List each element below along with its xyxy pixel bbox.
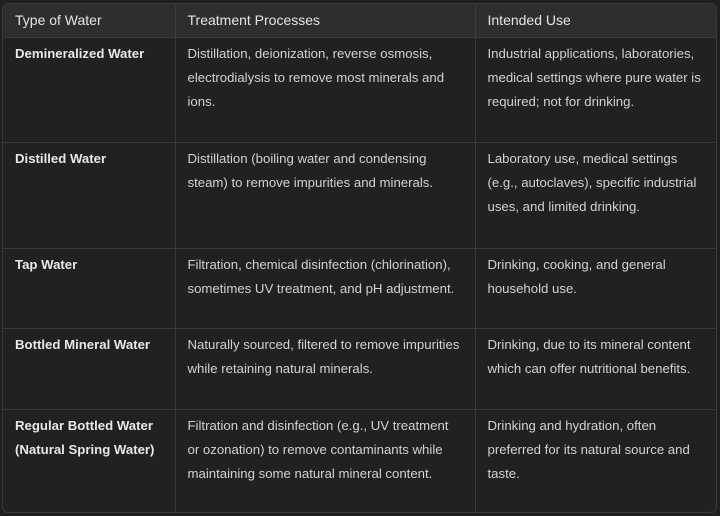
table-row <box>3 37 717 142</box>
water-types-table-container <box>2 3 717 513</box>
cell-treatment: Filtration, chemical disinfection (chlorination), sometimes UV treatment, and pH adjustment. <box>175 248 475 328</box>
cell-use: Drinking, cooking, and general household use. <box>475 248 717 328</box>
cell-type: Distilled Water <box>3 142 175 248</box>
cell-treatment: Naturally sourced, filtered to remove impurities while retaining natural minerals. <box>175 328 475 409</box>
header-row <box>3 4 717 37</box>
header-type-of-water: Type of Water <box>3 4 175 37</box>
table-body <box>3 37 717 513</box>
cell-treatment: Filtration and disinfection (e.g., UV treatment or ozonation) to remove contaminants while maintaining some natural mineral content. <box>175 409 475 513</box>
cell-use: Drinking, due to its mineral content which can offer nutritional benefits. <box>475 328 717 409</box>
cell-treatment: Distillation (boiling water and condensing steam) to remove impurities and minerals. <box>175 142 475 248</box>
table-row <box>3 328 717 409</box>
cell-use: Drinking and hydration, often preferred for its natural source and taste. <box>487 417 690 481</box>
cell-type: Tap Water <box>3 248 175 328</box>
header-intended-use: Intended Use <box>475 4 717 37</box>
cell-type: Regular Bottled Water (Natural Spring Water) <box>3 409 175 513</box>
cell-treatment: Distillation, deionization, reverse osmosis, electrodialysis to remove most minerals and ions. <box>175 37 475 142</box>
cell-use: Industrial applications, laboratories, medical settings where pure water is required; not for drinking. <box>475 37 717 142</box>
header-treatment-processes: Treatment Processes <box>175 4 475 37</box>
water-types-table <box>3 4 717 513</box>
cell-use: Laboratory use, medical settings (e.g., autoclaves), specific industrial uses, and limited drinking. <box>475 142 717 248</box>
table-header <box>3 4 717 37</box>
table-row <box>3 409 717 513</box>
table-row <box>3 248 717 328</box>
cell-type: Bottled Mineral Water <box>3 328 175 409</box>
table-row <box>3 142 717 248</box>
cell-type: Demineralized Water <box>3 37 175 142</box>
